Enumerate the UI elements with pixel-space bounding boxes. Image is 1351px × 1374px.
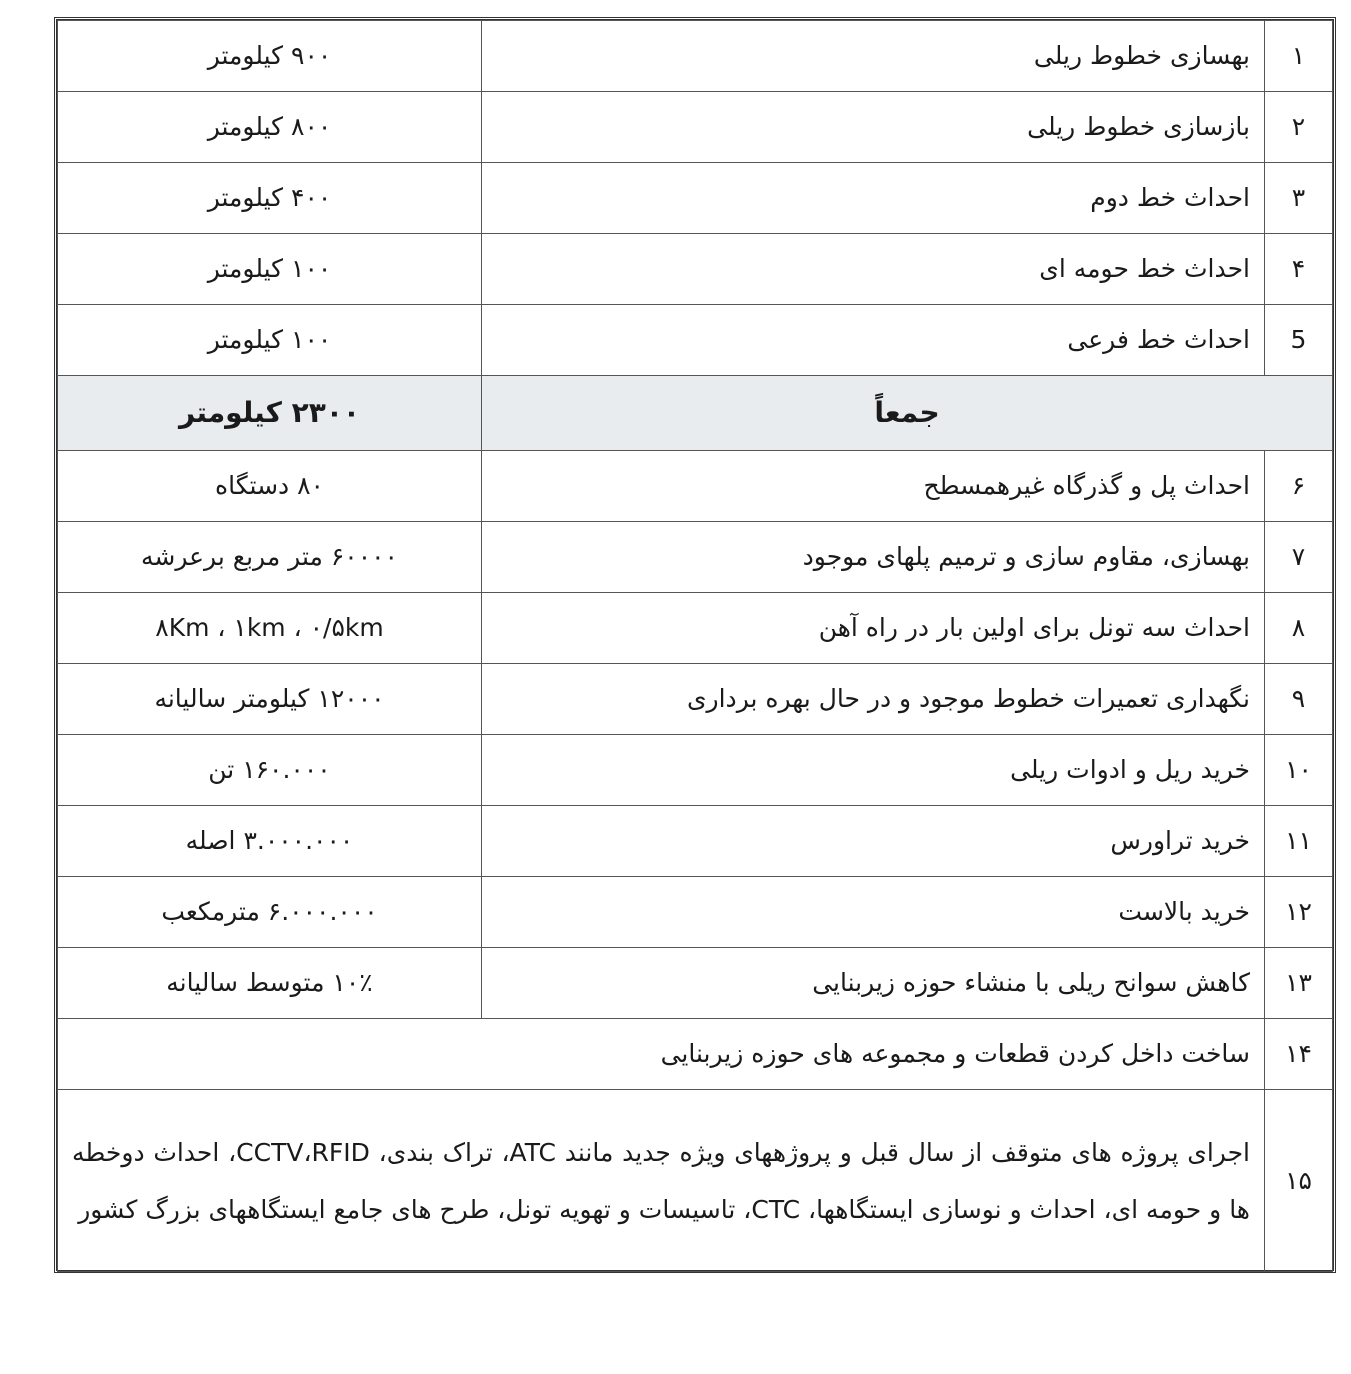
table-row: [58, 1090, 1333, 1272]
row-number: ۱۵: [1265, 1090, 1333, 1272]
table-row: [58, 451, 1333, 522]
table-row: [58, 163, 1333, 234]
row-description: احداث سه تونل برای اولین بار در راه آهن: [482, 593, 1265, 664]
row-number: ۷: [1265, 522, 1333, 593]
table-row: [58, 522, 1333, 593]
tunnel-lengths: ۸Km ، ۱km ، ۰/۵km: [155, 613, 384, 642]
row-description: احداث خط فرعی: [482, 305, 1265, 376]
table-row: [58, 234, 1333, 305]
total-label: جمعاً: [482, 376, 1333, 451]
row-description: نگهداری تعمیرات خطوط موجود و در حال بهره برداری: [482, 664, 1265, 735]
row-quantity: ۸۰ دستگاه: [58, 451, 482, 522]
table-row: [58, 593, 1333, 664]
row-number: ۴: [1265, 234, 1333, 305]
row-number: ۱: [1265, 21, 1333, 92]
row-description: بازسازی خطوط ریلی: [482, 92, 1265, 163]
row-number: ۱۱: [1265, 806, 1333, 877]
table-row: [58, 92, 1333, 163]
row-quantity: ۸۰۰ کیلومتر: [58, 92, 482, 163]
row-number: ۸: [1265, 593, 1333, 664]
row-quantity: ۹۰۰ کیلومتر: [58, 21, 482, 92]
table-row: [58, 806, 1333, 877]
row-quantity: ۱۲۰۰۰ کیلومتر سالیانه: [58, 664, 482, 735]
table-row: [58, 664, 1333, 735]
row-description: خرید تراورس: [482, 806, 1265, 877]
row-number: ۹: [1265, 664, 1333, 735]
row-number: 5: [1265, 305, 1333, 376]
row-quantity: ۴۰۰ کیلومتر: [58, 163, 482, 234]
row-description: خرید ریل و ادوات ریلی: [482, 735, 1265, 806]
row-description: بهسازی، مقاوم سازی و ترمیم پلهای موجود: [482, 522, 1265, 593]
row-number: ۱۰: [1265, 735, 1333, 806]
row-description: خرید بالاست: [482, 877, 1265, 948]
table-row: [58, 948, 1333, 1019]
row-quantity: [58, 593, 482, 664]
row-description: ساخت داخل کردن قطعات و مجموعه های حوزه زیربنایی: [58, 1019, 1265, 1090]
table-row: [58, 877, 1333, 948]
table-frame: [54, 17, 1336, 1273]
row-quantity: ۱۰۰ کیلومتر: [58, 305, 482, 376]
total-value: ۲۳۰۰ کیلومتر: [58, 376, 482, 451]
row-description: اجرای پروژه های متوقف از سال قبل و پروژههای ویژه جدید مانند ATC، تراک بندی، CCTV،RFID، احداث دوخطه ها و حومه ای، احداث و نوسازی ایستگاهها، CTC، تاسیسات و تهویه تونل، طرح های جامع ایستگاههای بزرگ کشور: [58, 1090, 1265, 1272]
row-quantity: ۶.۰۰۰.۰۰۰ مترمکعب: [58, 877, 482, 948]
row-number: ۶: [1265, 451, 1333, 522]
row-number: ۱۳: [1265, 948, 1333, 1019]
row-number: ۱۴: [1265, 1019, 1333, 1090]
row-number: ۳: [1265, 163, 1333, 234]
table-row: [58, 305, 1333, 376]
row-description: بهسازی خطوط ریلی: [482, 21, 1265, 92]
row-quantity: ۱۶۰.۰۰۰ تن: [58, 735, 482, 806]
row-quantity: ۶۰۰۰۰ متر مربع برعرشه: [58, 522, 482, 593]
row-number: ۱۲: [1265, 877, 1333, 948]
projects-table: [57, 20, 1333, 1272]
row-description: احداث خط دوم: [482, 163, 1265, 234]
row-quantity: ۱۰۰ کیلومتر: [58, 234, 482, 305]
row-number: ۲: [1265, 92, 1333, 163]
table-row: [58, 21, 1333, 92]
total-row: [58, 376, 1333, 451]
row-description: احداث پل و گذرگاه غیرهمسطح: [482, 451, 1265, 522]
table-row: [58, 735, 1333, 806]
table-row: [58, 1019, 1333, 1090]
row-quantity: ۳.۰۰۰.۰۰۰ اصله: [58, 806, 482, 877]
row-description: احداث خط حومه ای: [482, 234, 1265, 305]
row-quantity: ۱۰٪ متوسط سالیانه: [58, 948, 482, 1019]
row-description: کاهش سوانح ریلی با منشاء حوزه زیربنایی: [482, 948, 1265, 1019]
